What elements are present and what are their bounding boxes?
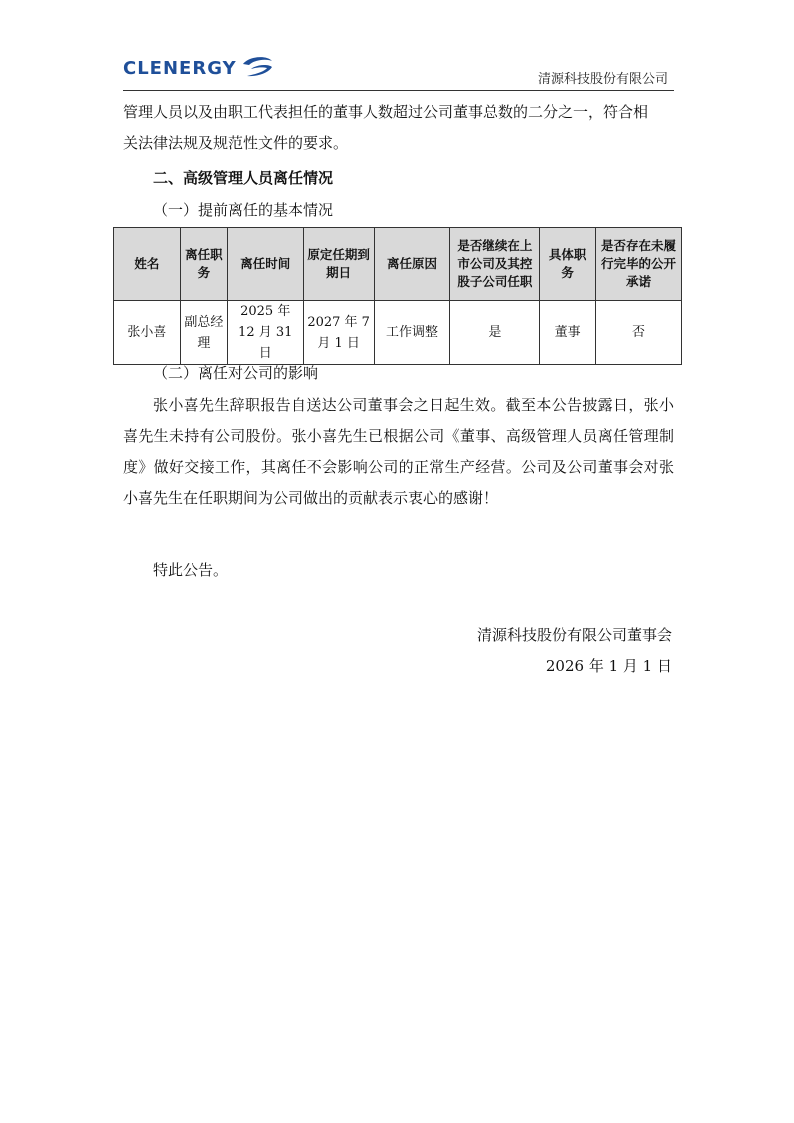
closing-text: 特此公告。 [153,561,229,579]
logo-text: CLENERGY [123,57,237,79]
cell-reason: 工作调整 [374,301,450,365]
th-commitments: 是否存在未履行完毕的公开承诺 [596,228,682,301]
intro-line-1: 管理人员以及由职工代表担任的董事人数超过公司董事总数的二分之一，符合相 [123,103,649,121]
page-header [123,48,674,91]
impact-paragraph: 张小喜先生辞职报告自送达公司董事会之日起生效。截至本公告披露日，张小喜先生未持有公司股份。张小喜先生已根据公司《董事、高级管理人员离任管理制度》做好交接工作，其离任不会影响公司的正常生产经营。公司及公司董事会对张小喜先生在任职期间为公司做出的贡献表示衷心的感谢！ [123,396,674,507]
cell-name: 张小喜 [114,301,181,365]
cell-departure-time: 2025 年 12 月 31 日 [227,301,303,365]
swoosh-icon [239,55,275,81]
th-departure-time: 离任时间 [227,228,303,301]
departure-table [113,227,682,365]
table-header-row [114,228,682,301]
th-specific-role: 具体职务 [540,228,596,301]
section-title: 二、高级管理人员离任情况 [153,169,334,187]
cell-term-end: 2027 年 7 月 1 日 [303,301,374,365]
th-continue-role: 是否继续在上市公司及其控股子公司任职 [450,228,540,301]
cell-commitments: 否 [596,301,682,365]
th-reason: 离任原因 [374,228,450,301]
th-name: 姓名 [114,228,181,301]
cell-specific-role: 董事 [540,301,596,365]
th-position: 离任职务 [180,228,227,301]
announcement-date: 2026 年 1 月 1 日 [545,657,672,675]
subsection-title-1: （一）提前离任的基本情况 [153,201,334,219]
subsection-title-2: （二）离任对公司的影响 [153,364,319,382]
cell-continue-role: 是 [450,301,540,365]
header-company-name: 清源科技股份有限公司 [537,72,668,87]
signature: 清源科技股份有限公司董事会 [476,626,672,644]
th-term-end: 原定任期到期日 [303,228,374,301]
intro-line-2: 关法律法规及规范性文件的要求。 [123,134,349,152]
company-logo [123,52,275,84]
cell-position: 副总经理 [180,301,227,365]
table-row [114,301,682,365]
